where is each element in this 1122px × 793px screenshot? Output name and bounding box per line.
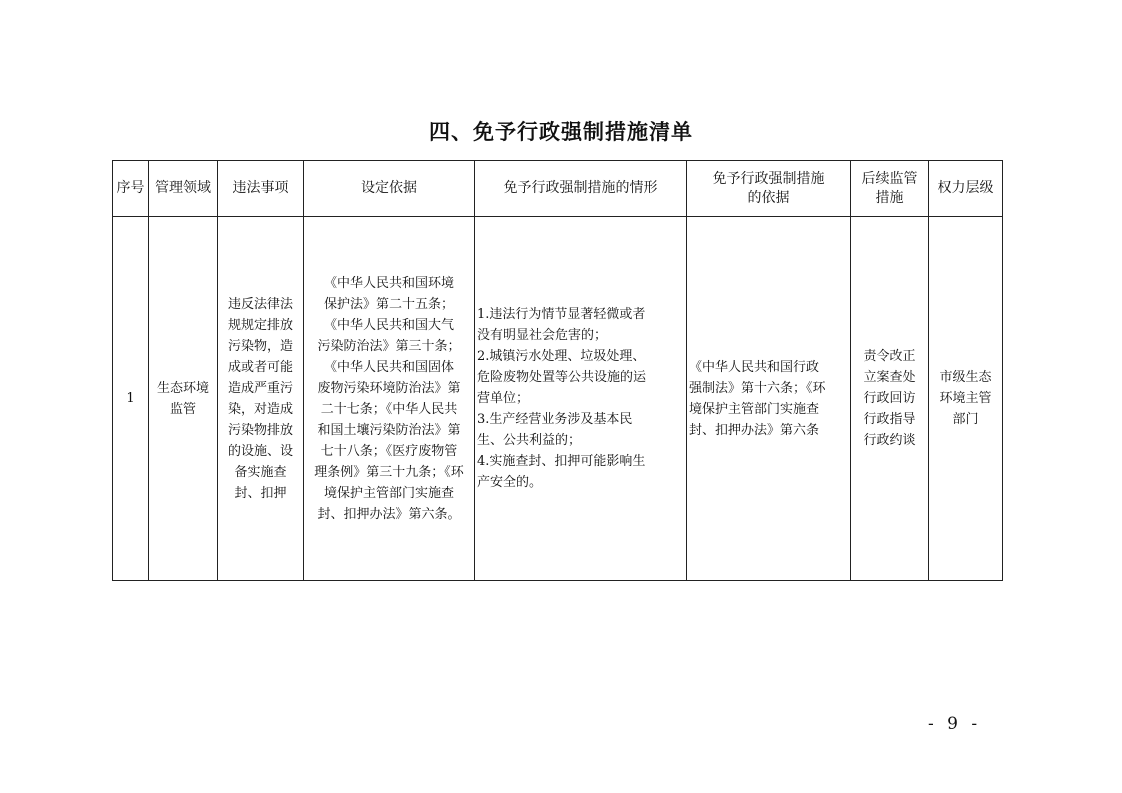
page-title: 四、免予行政强制措施清单 (429, 120, 693, 144)
cell-seq: 1 (113, 217, 149, 581)
header-exempt-basis: 免予行政强制措施 的依据 (687, 161, 851, 217)
header-violation: 违法事项 (218, 161, 304, 217)
cell-violation: 违反法律法 规规定排放 污染物，造 成或者可能 造成严重污 染，对造成 污染物排放 的设施、设 备实施查 封、扣押 (218, 217, 304, 581)
page-number: - 9 - (928, 714, 982, 734)
cell-field: 生态环境 监管 (149, 217, 218, 581)
header-followup: 后续监管 措施 (851, 161, 929, 217)
exemption-list-table (112, 160, 1003, 581)
header-basis: 设定依据 (304, 161, 475, 217)
table-header-row (113, 161, 1003, 217)
cell-basis: 《中华人民共和国环境 保护法》第二十五条； 《中华人民共和国大气 污染防治法》第三十条； 《中华人民共和国固体 废物污染环境防治法》第 二十七条；《中华人民共 和国土壤污染防治法》第 七十八条；《医疗废物管 理条例》第三十九条；《环 境保护主管部门实施查 封、扣押办法》第六条。 (304, 217, 475, 581)
header-field: 管理领域 (149, 161, 218, 217)
table-row (113, 217, 1003, 581)
cell-authority: 市级生态 环境主管 部门 (929, 217, 1003, 581)
cell-exempt-basis: 《中华人民共和国行政 强制法》第十六条；《环 境保护主管部门实施查 封、扣押办法》第六条 (687, 217, 851, 581)
header-exempt-situations: 免予行政强制措施的情形 (475, 161, 687, 217)
header-seq: 序号 (113, 161, 149, 217)
cell-exempt-situations: 1.违法行为情节显著轻微或者 没有明显社会危害的； 2.城镇污水处理、垃圾处理、 危险废物处置等公共设施的运 营单位； 3.生产经营业务涉及基本民 生、公共利益的； 4.实施查封、扣押可能影响生 产安全的。 (475, 217, 687, 581)
cell-followup: 责令改正 立案查处 行政回访 行政指导 行政约谈 (851, 217, 929, 581)
header-authority: 权力层级 (929, 161, 1003, 217)
